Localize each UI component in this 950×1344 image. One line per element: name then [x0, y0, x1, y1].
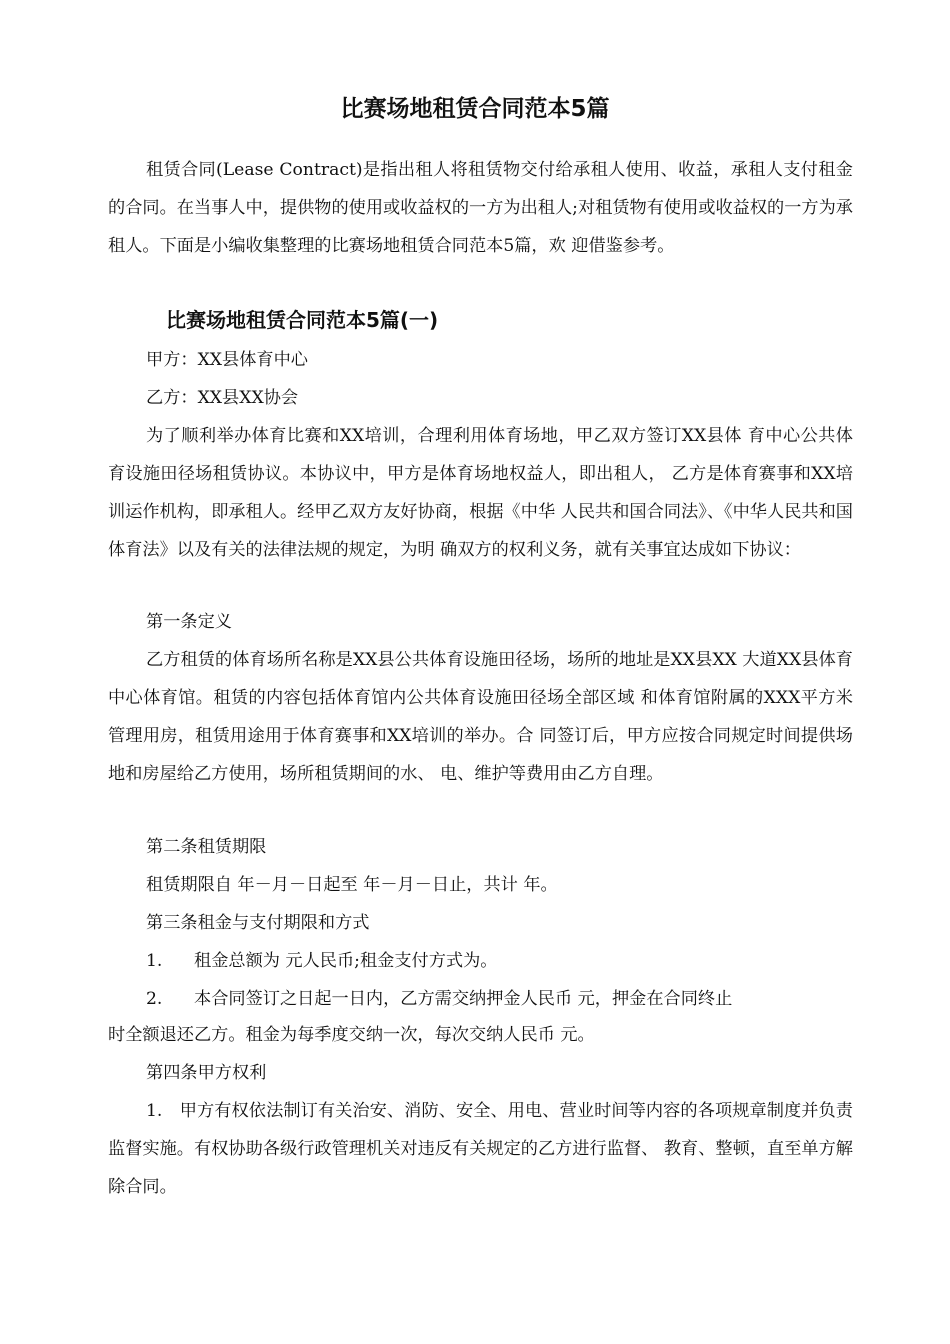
preamble-paragraph: 为了顺利举办体育比赛和XX培训，合理利用体育场地，甲乙双方签订XX县体 育中心公共体育设施田径场租赁协议。本协议中，甲方是体育场地权益人，即出租人， 乙方是体育赛事和XX培训运作机构，即承租人。经甲乙双方友好协商，根据《中华 人民共和国合同法》、《中华人民共和国体育法》以及有关的法律法规的规定，为明 确双方的权利义务，就有关事宜达成如下协议：: [108, 426, 853, 560]
article4-item1: 1. 甲方有权依法制订有关治安、消防、安全、用电、营业时间等内容的各项规章制度并负责监督实施。有权协助各级行政管理机关对违反有关规定的乙方进行监督、 教育、整顿，直至单方解除合同。: [108, 1101, 853, 1197]
item-text: 本合同签订之日起一日内，乙方需交纳押金人民币 元，押金在合同终止: [194, 989, 733, 1009]
item-number: 2.: [146, 989, 163, 1009]
article2-title: 第二条租赁期限: [146, 837, 267, 857]
section-heading: 比赛场地租赁合同范本5篇(一): [166, 308, 439, 332]
article3-title: 第三条租金与支付期限和方式: [146, 913, 370, 933]
document-title: 比赛场地租赁合同范本5篇: [340, 96, 610, 122]
party-b: 乙方：XX县XX协会: [146, 388, 299, 408]
article3-item2-continued: 时全额退还乙方。租金为每季度交纳一次，每次交纳人民币 元。: [108, 1025, 595, 1045]
party-a: 甲方：XX县体育中心: [146, 350, 308, 370]
article3-item2: [146, 980, 732, 1018]
article1-body: 乙方租赁的体育场所名称是XX县公共体育设施田径场，场所的地址是XX县XX 大道XX县体育中心体育馆。租赁的内容包括体育馆内公共体育设施田径场全部区域 和体育馆附属的XXX平方米管理用房，租赁用途用于体育赛事和XX培训的举办。合 同签订后，甲方应按合同规定时间提供场地和房屋给乙方使用，场所租赁期间的水、 电、维护等费用由乙方自理。: [108, 650, 853, 784]
intro-paragraph: 租赁合同(Lease Contract)是指出租人将租赁物交付给承租人使用、收益，承租人支付租金的合同。在当事人中，提供物的使用或收益权的一方为出租人;对租赁物有使用或收益权的一方为承租人。下面是小编收集整理的比赛场地租赁合同范本5篇，欢 迎借鉴参考。: [108, 160, 853, 256]
article4-title: 第四条甲方权利: [146, 1063, 267, 1083]
article2-body: 租赁期限自 年－月－日起至 年－月－日止，共计 年。: [146, 875, 558, 895]
article1-title: 第一条定义: [146, 612, 232, 632]
item-text: 租金总额为 元人民币;租金支付方式为。: [194, 951, 498, 971]
item-number: 1.: [146, 951, 163, 971]
article3-item1: [146, 942, 497, 980]
